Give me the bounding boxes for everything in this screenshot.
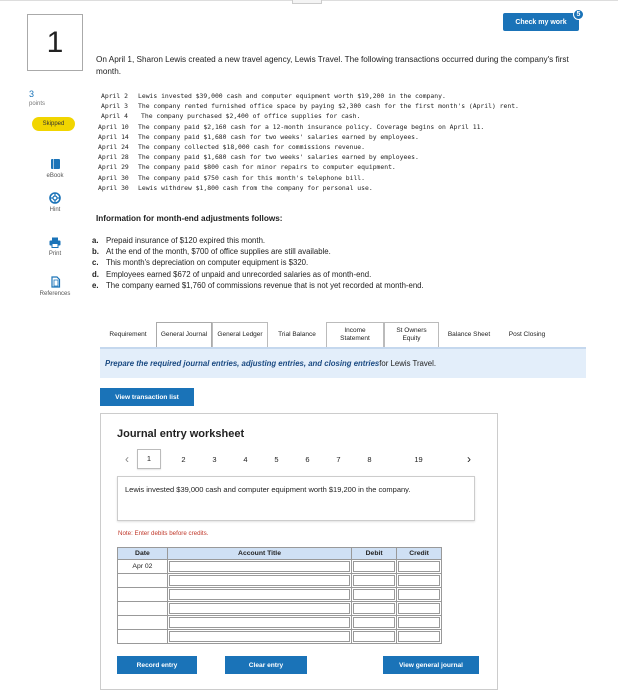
account-title-input[interactable] <box>167 630 351 644</box>
transaction-text: Lewis invested $39,000 cash and computer equipment worth $19,200 in the company. <box>138 92 446 100</box>
transaction-text: The company rented furnished office space by paying $2,300 cash for the first month's (April) rent. <box>138 102 519 111</box>
page-3[interactable]: 3 <box>212 454 217 464</box>
transaction-date: April 3 <box>101 102 128 111</box>
page-4[interactable]: 4 <box>243 454 248 464</box>
adjustment-item <box>92 269 592 280</box>
check-my-work-button[interactable]: Check my work <box>503 13 579 31</box>
credit-input[interactable] <box>397 616 442 630</box>
adjustment-text: This month's depreciation on computer equipment is $320. <box>106 258 309 268</box>
date-cell <box>118 616 168 630</box>
problem-intro: On April 1, Sharon Lewis created a new travel agency, Lewis Travel. The following transactions occurred during the company's first month. <box>96 55 569 76</box>
printer-icon <box>49 236 61 248</box>
entry-pager <box>117 448 479 470</box>
entry-description: Lewis invested $39,000 cash and computer equipment worth $19,200 in the company. <box>117 476 475 521</box>
account-title-input[interactable] <box>167 602 351 616</box>
table-row <box>118 574 442 588</box>
credit-input[interactable] <box>397 574 442 588</box>
account-title-input[interactable] <box>167 560 351 574</box>
transaction-row <box>98 183 598 193</box>
page-1[interactable]: 1 <box>137 449 161 469</box>
transaction-row <box>98 111 598 121</box>
transaction-row <box>98 173 598 183</box>
tab-requirement[interactable]: Requirement <box>100 322 156 347</box>
adjustments-heading: Information for month-end adjustments follows: <box>96 214 283 223</box>
top-handle[interactable] <box>292 0 322 4</box>
transaction-date: April 14 <box>98 132 129 141</box>
adjustment-item <box>92 235 592 246</box>
question-number: 1 <box>27 14 83 71</box>
transaction-date: April 2 <box>101 92 128 100</box>
record-entry-button[interactable]: Record entry <box>117 656 197 674</box>
chevron-right-icon[interactable]: › <box>467 452 471 466</box>
transaction-text: The company paid $1,680 cash for two weeks' salaries earned by employees. <box>138 153 419 162</box>
credit-input[interactable] <box>397 602 442 616</box>
adjustment-letter: a. <box>92 236 99 245</box>
adjustment-text: Prepaid insurance of $120 expired this month. <box>106 236 266 245</box>
references-tool[interactable] <box>30 276 80 297</box>
table-row <box>118 588 442 602</box>
transaction-text: The company paid $2,160 cash for a 12-month insurance policy. Coverage begins on April 11. <box>138 122 485 131</box>
adjustment-letter: d. <box>92 269 99 279</box>
transaction-row <box>98 91 598 101</box>
tab-general-journal[interactable]: General Journal <box>156 322 212 347</box>
transaction-row <box>98 101 598 111</box>
ebook-label: eBook <box>46 173 64 179</box>
table-row <box>118 616 442 630</box>
date-cell <box>118 588 168 602</box>
lifebuoy-icon <box>49 192 61 204</box>
transaction-date: April 4 <box>101 112 128 121</box>
debit-input[interactable] <box>352 574 397 588</box>
tab-balance-sheet[interactable]: Balance Sheet <box>439 322 499 347</box>
transaction-date: April 30 <box>98 173 129 182</box>
credit-input[interactable] <box>397 588 442 602</box>
transaction-row <box>98 132 598 142</box>
account-title-input[interactable] <box>167 616 351 630</box>
transaction-text: The company paid $1,680 cash for two weeks' salaries earned by employees. <box>138 132 419 141</box>
adjustments-list <box>92 235 592 291</box>
debit-input[interactable] <box>352 602 397 616</box>
journal-entry-worksheet <box>100 413 498 690</box>
transaction-date: April 10 <box>98 122 129 131</box>
transaction-date: April 28 <box>98 153 129 162</box>
worksheet-title: Journal entry worksheet <box>117 428 245 440</box>
adjustment-letter: c. <box>92 258 99 268</box>
transaction-row <box>98 162 598 172</box>
points-value: 3 <box>29 89 35 99</box>
instruction-emphasis: Prepare the required journal entries, adjusting entries, and closing entries <box>105 359 380 368</box>
column-credit: Credit <box>397 548 442 560</box>
account-title-input[interactable] <box>167 588 351 602</box>
book-icon <box>49 158 61 170</box>
date-cell <box>118 630 168 644</box>
debit-input[interactable] <box>352 588 397 602</box>
adjustment-text: At the end of the month, $700 of office supplies are still available. <box>106 247 331 257</box>
references-label: References <box>39 291 71 297</box>
debit-input[interactable] <box>352 560 397 574</box>
tab-post-closing[interactable]: Post Closing <box>499 322 555 347</box>
transaction-text: The company paid $800 cash for minor repairs to computer equipment. <box>138 163 396 172</box>
credit-input[interactable] <box>397 560 442 574</box>
column-account-title: Account Title <box>167 548 351 560</box>
transaction-text: The company paid $750 cash for this month's telephone bill. <box>138 173 366 182</box>
clear-entry-button[interactable]: Clear entry <box>225 656 307 674</box>
adjustment-text: The company earned $1,760 of commissions revenue that is not yet recorded at month-end. <box>106 280 424 290</box>
adjustment-letter: b. <box>92 247 99 257</box>
page-5[interactable]: 5 <box>274 454 279 464</box>
transaction-date: April 24 <box>98 143 129 152</box>
tab-general-ledger[interactable]: General Ledger <box>212 322 268 347</box>
chevron-left-icon[interactable]: ‹ <box>125 452 129 466</box>
transaction-text: The company purchased $2,400 of office supplies for cash. <box>141 112 361 121</box>
column-debit: Debit <box>352 548 397 560</box>
page-8[interactable]: 8 <box>367 454 372 464</box>
table-row <box>118 630 442 644</box>
requirement-tabs <box>100 322 557 347</box>
hint-tool[interactable] <box>30 192 80 213</box>
debit-input[interactable] <box>352 616 397 630</box>
transaction-row <box>98 142 598 152</box>
transaction-date: April 30 <box>98 183 129 192</box>
account-title-input[interactable] <box>167 574 351 588</box>
table-row <box>118 560 442 574</box>
ebook-tool[interactable] <box>30 158 80 179</box>
tab-trial-balance[interactable]: Trial Balance <box>268 322 326 347</box>
instruction-rest: for Lewis Travel. <box>379 359 437 368</box>
print-tool[interactable] <box>30 236 80 257</box>
date-cell <box>118 602 168 616</box>
page-19[interactable]: 19 <box>414 454 423 464</box>
adjustment-item <box>92 257 592 268</box>
adjustment-item <box>92 246 592 257</box>
debit-credit-note: Note: Enter debits before credits. <box>118 530 209 537</box>
attempts-badge: 5 <box>573 9 584 20</box>
tab-st-owners-equity[interactable]: St Owners Equity <box>384 322 439 347</box>
adjustment-letter: e. <box>92 280 99 290</box>
adjustment-text: Employees earned $672 of unpaid and unrecorded salaries as of month-end. <box>106 269 372 279</box>
hint-label: Hint <box>49 207 61 213</box>
credit-input[interactable] <box>397 630 442 644</box>
page-6[interactable]: 6 <box>305 454 310 464</box>
table-row <box>118 602 442 616</box>
transaction-text: Lewis withdrew $1,800 cash from the company for personal use. <box>138 183 373 192</box>
instruction-bar <box>100 347 586 378</box>
adjustment-item <box>92 280 592 291</box>
page-7[interactable]: 7 <box>336 454 341 464</box>
date-cell: Apr 02 <box>118 560 168 574</box>
print-label: Print <box>48 251 62 257</box>
status-badge: Skipped <box>32 117 75 131</box>
debit-input[interactable] <box>352 630 397 644</box>
journal-table <box>117 547 442 644</box>
transaction-row <box>98 152 598 162</box>
points-label: points <box>29 101 46 107</box>
column-date: Date <box>118 548 168 560</box>
view-general-journal-button[interactable]: View general journal <box>383 656 479 674</box>
view-transaction-list-button[interactable]: View transaction list <box>100 388 194 406</box>
transaction-row <box>98 122 598 132</box>
transaction-text: The company collected $18,000 cash for commissions revenue. <box>138 143 366 152</box>
tab-income-statement[interactable]: Income Statement <box>326 322 384 347</box>
document-icon <box>49 276 61 288</box>
transaction-date: April 29 <box>98 163 129 172</box>
page-2[interactable]: 2 <box>181 454 186 464</box>
transaction-list <box>98 91 598 193</box>
date-cell <box>118 574 168 588</box>
